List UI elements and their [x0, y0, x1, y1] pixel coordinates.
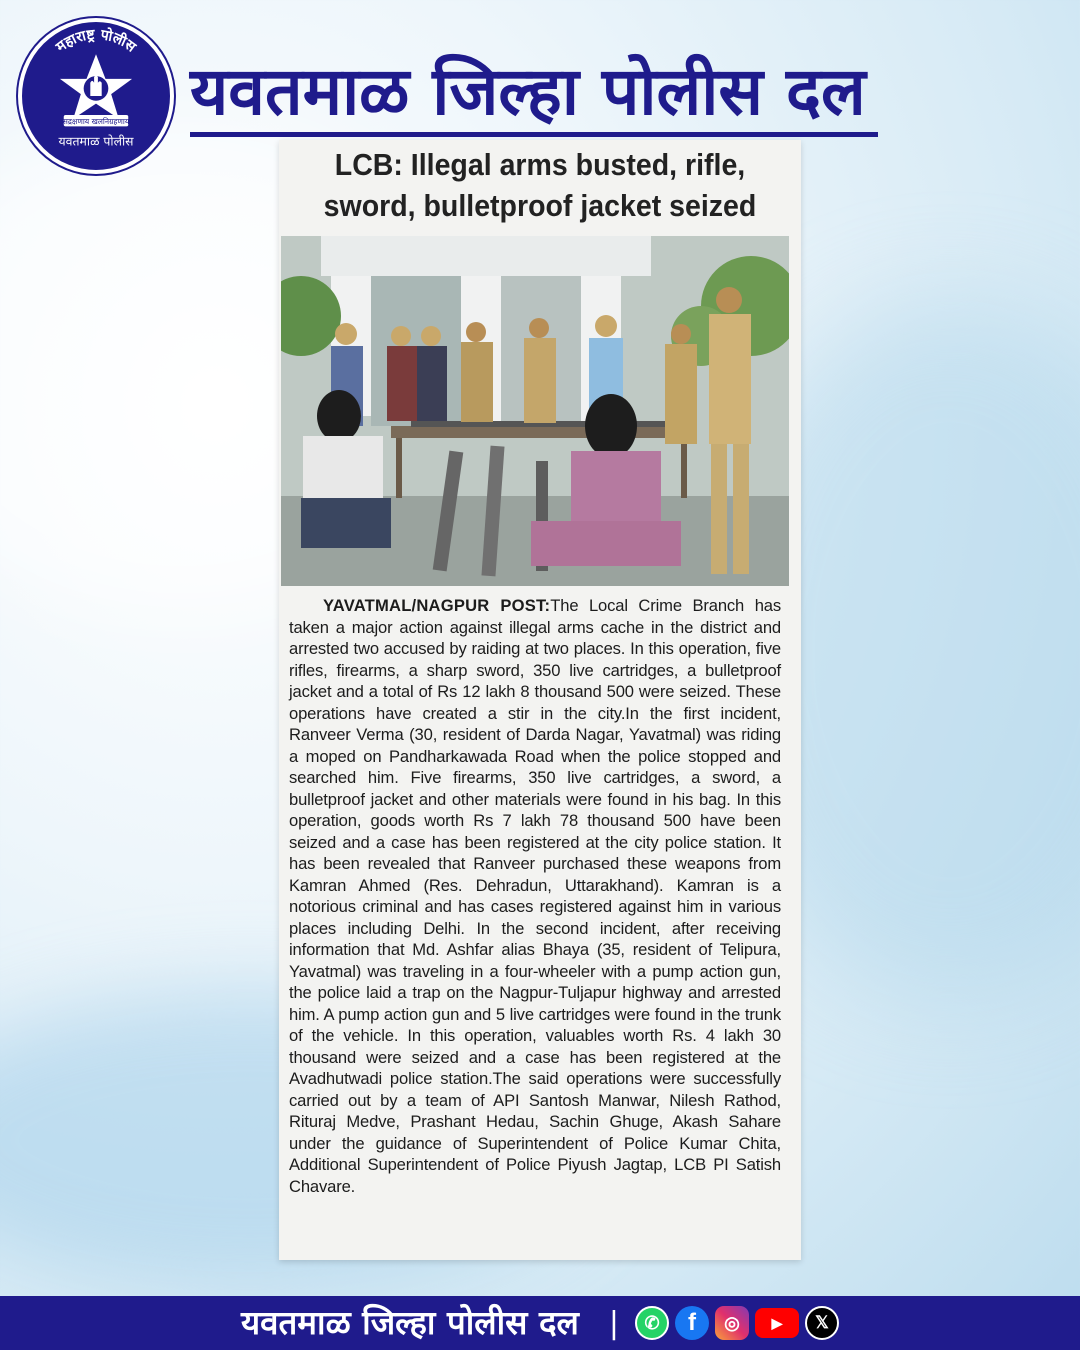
footer-separator: | [608, 1305, 619, 1341]
page-title: यवतमाळ जिल्हा पोलीस दल [190, 52, 878, 137]
news-clipping [279, 140, 801, 1260]
youtube-icon[interactable]: ▶ [755, 1308, 799, 1338]
police-logo [18, 18, 174, 174]
logo-bottom-text: यवतमाळ पोलीस [58, 134, 134, 149]
news-photo [281, 236, 789, 586]
svg-text:महाराष्ट्र पोलीस [53, 25, 140, 56]
facebook-icon[interactable]: f [675, 1306, 709, 1340]
whatsapp-icon[interactable]: ✆ [635, 1306, 669, 1340]
logo-motto: सद्रक्षणाय खलनिग्रहणाय [62, 116, 130, 126]
article-body [289, 595, 781, 1197]
logo-top-text: महाराष्ट्र पोलीस [53, 26, 139, 56]
x-icon[interactable]: 𝕏 [805, 1306, 839, 1340]
footer-title: यवतमाळ जिल्हा पोलीस दल [241, 1303, 579, 1342]
article-dateline: YAVATMAL/NAGPUR POST: [323, 596, 551, 615]
social-links [635, 1306, 839, 1340]
footer-bar [0, 1296, 1080, 1350]
headline-line-2: sword, bulletproof jacket seized [323, 188, 757, 223]
instagram-icon[interactable]: ◎ [715, 1306, 749, 1340]
article-text: The Local Crime Branch has taken a major action against illegal arms cache in the district and arrested two accused by raiding at two places. In this operation, five rifles, firearms, a sharp sword, 350 live cartridges, a bulletproof jacket and a total of Rs 12 lakh 8 thousand 500 were seized. These operations have created a stir in the city.In the first incident, Ranveer Verma (30, resident of Darda Nagar, Yavatmal) was riding a moped on Pandharkawada Road when the police stopped and searched him. Five firearms, 350 live cartridges, a sword, a bulletproof jacket and other materials were found in his bag. In this operation, goods worth Rs 7 lakh 78 thousand 500 have been seized and a case has been registered at the city police station. It has been revealed that Ranveer purchased these weapons from Kamran Ahmed (Res. Dehradun, Uttarakhand). Kamran is a notorious criminal and has cases registered against him in various places including Delhi. In the second incident, after receiving information that Md. Ashfar alias Bhaya (35, resident of Telipura, Yavatmal) was traveling in a four-wheeler with a pump action gun, the police laid a trap on the Nagpur-Tuljapur highway and arrested him. A pump action gun and 5 live cartridges were found in the trunk of the vehicle. In this operation, valuables worth Rs. 4 lakh 30 thousand were seized and a case has been registered at the Avadhutwadi police station.The said operations were successfully carried out by a team of API Santosh Manwar, Nilesh Rathod, Rituraj Medve, Prashant Hedau, Sachin Ghuge, Akash Sahare under the guidance of Superintendent of Police Kumar Chita, Additional Superintendent of Police Piyush Jagtap, LCB PI Satish Chavare. [289, 596, 781, 1196]
clipping-headline [309, 144, 771, 226]
headline-line-1: LCB: Illegal arms busted, rifle, [334, 147, 746, 182]
